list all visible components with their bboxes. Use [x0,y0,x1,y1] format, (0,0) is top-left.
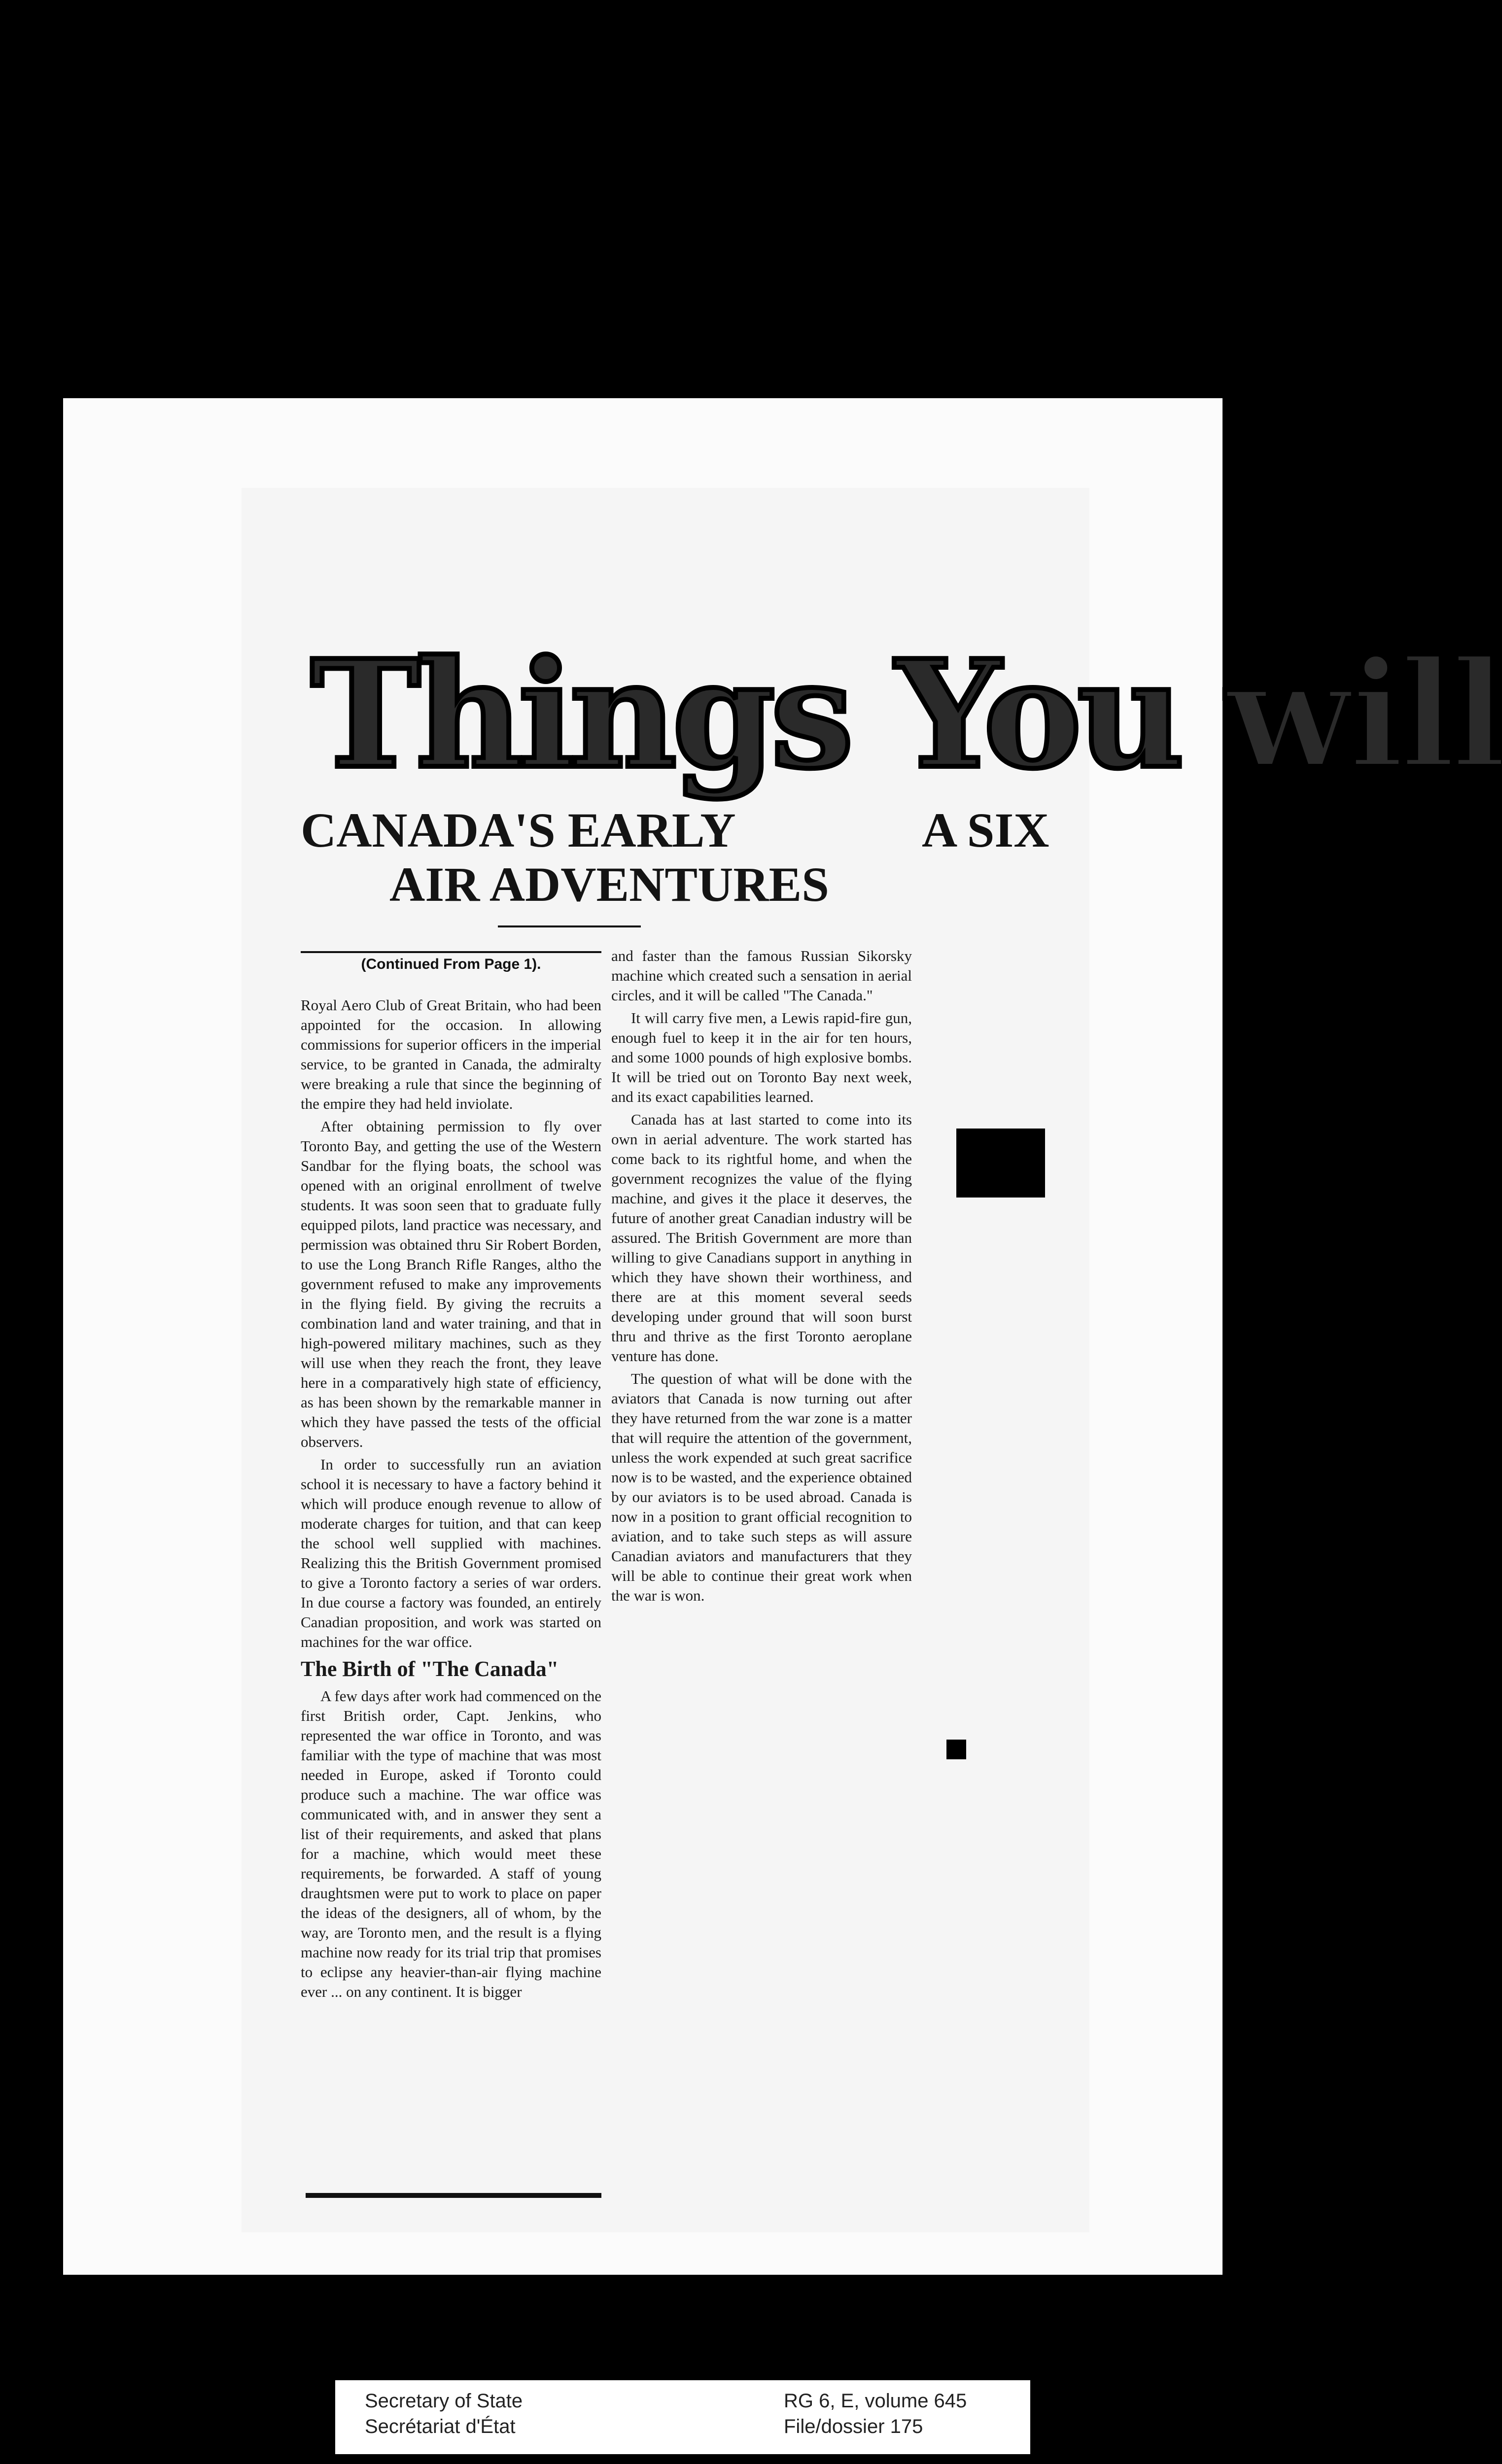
paragraph: It will carry five men, a Lewis rapid-fire gun, enough fuel to keep it in the air for ten hours, and some 1000 pounds of high explosive bombs. It will be tried out on Toronto Bay next week, and its exact capabilities learned. [611,1009,912,1105]
department-french: Secrétariat d'État [365,2416,516,2437]
section-subhead: The Birth of "The Canada" [301,1657,559,1681]
paragraph: and faster than the famous Russian Sikorsky machine which created such a sensation in aerial circles, and it will be called "The Canada." [611,947,912,1004]
title-rule [498,925,641,927]
column-2 [611,946,912,1608]
department-english: Secretary of State [365,2390,523,2412]
ink-fragment [956,1129,1045,1198]
paragraph: The question of what will be done with the aviators that Canada is now turning out after they have returned from the war zone is a matter that will require the attention of the government, unless the work expended at such great sacrifice now is to be wasted, and the experience obtained by our aviators is to be used abroad. Canada is now in a position to grant official recognition to aviation, and to take such steps as will assure Canadian aviators and manufacturers that they will be able to continue their great work when the war is won. [611,1370,912,1604]
file-number: File/dossier 175 [784,2416,923,2437]
paragraph: After obtaining permission to fly over Toronto Bay, and getting the use of the Western Sandbar for the flying boats, the school was opened with an original enrollment of twelve students. It was soon seen that to graduate fully equipped pilots, land practice was necessary, and permission was obtained thru Sir Robert Borden, to use the Long Branch Rifle Ranges, altho the government refused to make any improvements in the flying field. By giving the recruits a combination land and water training, and that in high-powered military machines, such as they will use when they reach the front, they leave here in a comparatively high state of efficiency, as has been shown by the remarkable manner in which they have passed the tests of the official observers. [301,1118,601,1450]
column-rule [301,951,601,953]
masthead: Things You will [311,627,1502,801]
article-title-line2: AIR ADVENTURES [389,857,829,912]
side-headline: A SIX [922,803,1049,857]
archive-reference-tag [335,2380,1030,2454]
paragraph: A few days after work had commenced on the first British order, Capt. Jenkins, who represented the war office in Toronto, and was familiar with the type of machine that was most needed in Europe, asked if Toronto could produce such a machine. The war office was communicated with, and in answer they sent a list of their requirements, and asked that plans for a machine, which would meet these requirements, be forwarded. A staff of young draughtsmen were put to work to place on paper the ideas of the designers, all of whom, by the way, are Toronto men, and the result is a flying machine now ready for its trial trip that promises to eclipse any heavier-than-air flying machine ever ... on any continent. It is bigger [301,1687,601,2000]
continued-note: (Continued From Page 1). [361,956,541,972]
article-title-line1: CANADA'S EARLY [301,803,736,857]
column-1 [301,995,601,2005]
paragraph: Canada has at last started to come into its own in aerial adventure. The work started has come back to its rightful home, and when the government recognizes the value of the flying machine, and gives it the place it deserves, the future of another great Canadian industry will be assured. The British Government are more than willing to give Canadians support in anything in which they have shown their worthiness, and there are at this moment several seeds developing under ground that will soon burst thru and thrive as the first Toronto aeroplane venture has done. [611,1111,912,1365]
paragraph: Royal Aero Club of Great Britain, who had been appointed for the occasion. In allowing commissions for superior officers in the imperial service, to be granted in Canada, the admiralty were breaking a rule that since the beginning of the empire they had held inviolate. [301,996,601,1112]
paragraph: In order to successfully run an aviation school it is necessary to have a factory behind it which will produce enough revenue to allow of moderate charges for tuition, and that can keep the school well supplied with machines. Realizing this the British Government promised to give a Toronto factory a series of war orders. In due course a factory was founded, an entirely Canadian proposition, and work was started on machines for the war office. [301,1456,601,1650]
ink-fragment [946,1740,966,1759]
record-group: RG 6, E, volume 645 [784,2390,967,2412]
column-end-rule [306,2193,601,2198]
newspaper-clipping [242,488,1502,2232]
